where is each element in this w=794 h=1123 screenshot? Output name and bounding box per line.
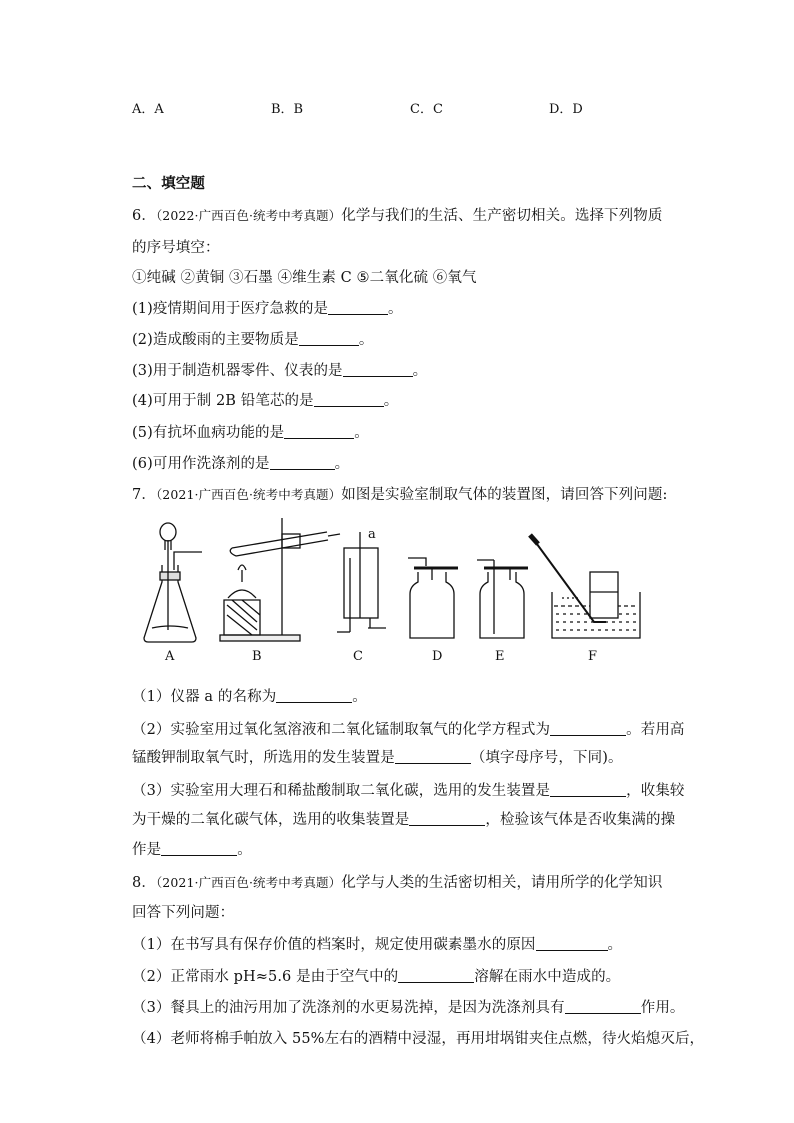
q6-item-6 [132, 452, 349, 473]
end-mark: 。 [352, 689, 367, 705]
option-b[interactable]: B．B [271, 102, 304, 117]
q7-part-3-line3 [132, 838, 252, 859]
q8-part-2-text: 溶解在雨水中造成的。 [474, 969, 621, 985]
q6-number: 6． [132, 208, 156, 224]
end-mark: 。 [607, 937, 623, 953]
q6-item-4 [132, 389, 398, 410]
q6-item-1-text: (1)疫情期间用于医疗急救的是 [132, 301, 329, 317]
q8-part-3-text: （3）餐具上的油污用加了洗涤剂的水更易洗掉，是因为洗涤剂具有 [132, 1000, 565, 1016]
q7-number: 7． [132, 487, 156, 503]
q7-part-1 [132, 685, 367, 706]
q7-part-2-text: 锰酸钾制取氧气时，所选用的发生装置是 [132, 750, 395, 766]
end-mark: 。 [388, 301, 403, 317]
option-c[interactable]: C．C [410, 102, 443, 117]
section-title: 二、填空题 [132, 175, 205, 192]
apparatus-e [477, 560, 528, 638]
q6-item-5-text: (5)有抗坏血病功能的是 [132, 425, 285, 441]
answer-blank[interactable] [343, 362, 413, 377]
pointer-a-label: a [368, 527, 376, 542]
answer-blank[interactable] [395, 749, 471, 764]
q8-stem-line1 [132, 871, 662, 892]
answer-blank[interactable] [276, 688, 352, 703]
q6-stem-line1 [132, 204, 662, 225]
apparatus-b [220, 518, 340, 641]
end-mark: 。 [383, 393, 399, 409]
end-mark: 。 [237, 842, 252, 858]
q7-part-2-line2 [132, 746, 623, 767]
q7-part-2-line1 [132, 718, 685, 739]
answer-blank[interactable] [314, 392, 384, 407]
option-a[interactable]: A．A [132, 102, 164, 117]
answer-blank[interactable] [550, 721, 626, 736]
q8-stem: 化学与人类的生活密切相关，请用所学的化学知识 [341, 875, 663, 891]
q7-part-1-text: （1）仪器 a 的名称为 [132, 689, 277, 705]
q6-item-3 [132, 359, 427, 380]
answer-blank[interactable] [161, 841, 237, 856]
q7-part-2-text: （填字母序号，下同)。 [470, 750, 623, 766]
q8-source: （2021·广西百色·统考中考真题） [155, 875, 342, 890]
q6-item-1 [132, 297, 403, 318]
q7-part-3-line2 [132, 808, 675, 829]
q7-stem-text: 如图是实验室制取气体的装置图，请回答下列问题: [341, 487, 668, 503]
q7-part-3-text: （3）实验室用大理石和稀盐酸制取二氧化碳，选用的发生装置是 [132, 783, 551, 799]
q8-part-3 [132, 996, 685, 1017]
q8-number: 8． [132, 875, 156, 891]
q6-stem-line2: 的序号填空： [132, 240, 220, 256]
label-a: A [165, 649, 175, 664]
answer-blank[interactable] [284, 424, 354, 439]
q7-stem [132, 483, 667, 504]
q8-part-4: （4）老师将棉手帕放入 55%左右的酒精中浸湿，再用坩埚钳夹住点燃，待火焰熄灭后， [132, 1031, 705, 1047]
q6-materials: ①纯碱 ②黄铜 ③石墨 ④维生素 C ⑤二氧化硫 ⑥氧气 [132, 270, 477, 286]
q7-source: （2021·广西百色·统考中考真题） [155, 487, 342, 502]
end-mark: 。 [358, 332, 374, 348]
q7-part-2-text: （2）实验室用过氧化氢溶液和二氧化锰制取氧气的化学方程式为 [132, 722, 551, 738]
label-f: F [588, 649, 598, 664]
option-d[interactable]: D．D [549, 102, 583, 117]
q8-part-1-text: （1）在书写具有保存价值的档案时，规定使用碳素墨水的原因 [132, 937, 536, 953]
apparatus-c [337, 532, 386, 632]
q7-part-3-line1 [132, 779, 685, 800]
end-mark: 。 [412, 363, 428, 379]
q8-stem-line2: 回答下列问题： [132, 905, 235, 921]
apparatus-f [530, 535, 640, 638]
apparatus-diagram [132, 510, 662, 665]
q6-item-3-text: (3)用于制造机器零件、仪表的是 [132, 363, 343, 379]
q8-part-2 [132, 965, 620, 986]
q6-stem: 化学与我们的生活、生产密切相关。选择下列物质 [341, 208, 663, 224]
answer-blank[interactable] [328, 300, 388, 315]
q7-part-2-text: 。若用高 [626, 722, 685, 738]
q8-part-1 [132, 933, 622, 954]
q6-item-6-text: (6)可用作洗涤剂的是 [132, 456, 270, 472]
apparatus-a [144, 523, 202, 642]
q8-part-3-text: 作用。 [640, 1000, 685, 1016]
q7-part-3-text: ，检验该气体是否收集满的操 [485, 812, 676, 828]
label-c: C [353, 649, 363, 664]
lab-apparatus-figure [132, 510, 662, 665]
q6-source: （2022·广西百色·统考中考真题） [155, 208, 342, 223]
label-e: E [495, 649, 505, 664]
answer-blank[interactable] [536, 936, 608, 951]
q6-item-4-text: (4)可用于制 2B 铅笔芯的是 [132, 393, 314, 409]
q7-part-3-text: 作是 [132, 842, 162, 858]
answer-blank[interactable] [270, 455, 335, 470]
answer-blank[interactable] [398, 968, 474, 983]
label-b: B [252, 649, 262, 664]
answer-blank[interactable] [409, 811, 485, 826]
q7-part-3-text: ，收集较 [626, 783, 685, 799]
end-mark: 。 [334, 456, 350, 472]
q6-item-2-text: (2)造成酸雨的主要物质是 [132, 332, 299, 348]
answer-blank[interactable] [550, 782, 626, 797]
q6-item-5 [132, 421, 369, 442]
q6-item-2 [132, 328, 373, 349]
q7-part-3-text: 为干燥的二氧化碳气体，选用的收集装置是 [132, 812, 410, 828]
end-mark: 。 [354, 425, 369, 441]
answer-blank[interactable] [299, 331, 359, 346]
label-d: D [432, 649, 443, 664]
answer-blank[interactable] [565, 999, 641, 1014]
q8-part-2-text: （2）正常雨水 pH≈5.6 是由于空气中的 [132, 969, 399, 985]
apparatus-d [408, 558, 458, 638]
